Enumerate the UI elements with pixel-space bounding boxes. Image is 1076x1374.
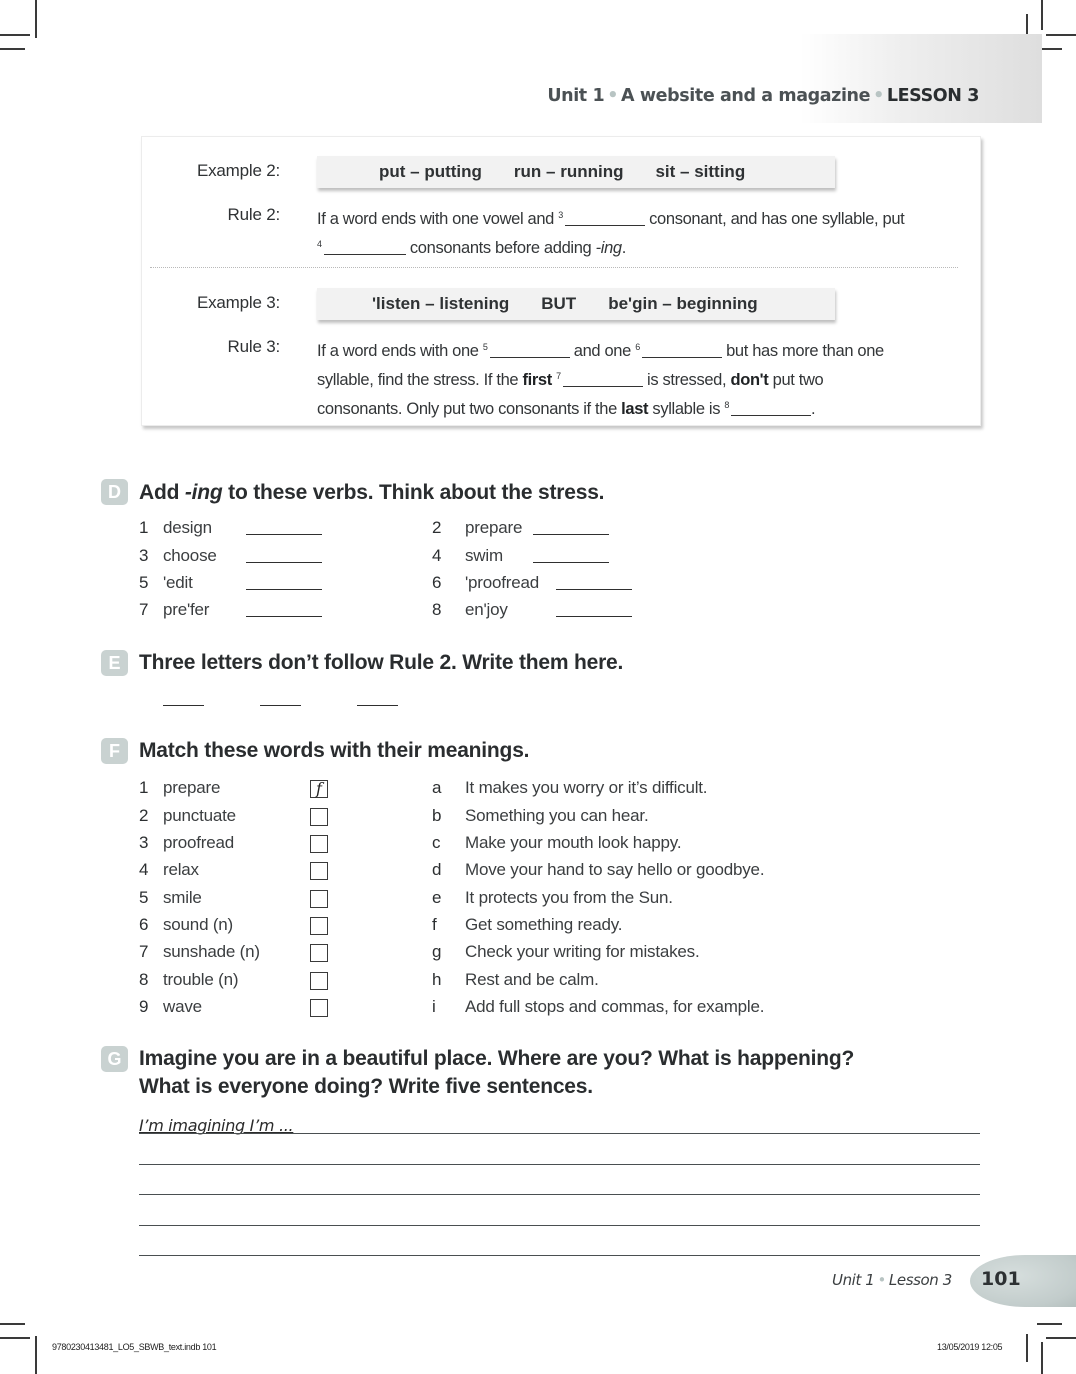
crop-mark — [0, 1323, 25, 1325]
meaning-letter: f — [432, 915, 437, 934]
item-number: 3 — [139, 546, 149, 565]
section-d-badge: D — [101, 479, 128, 505]
match-word: sound (n) — [163, 915, 234, 934]
word-number: 5 — [139, 888, 149, 907]
example2-pair: run – running — [513, 162, 624, 181]
blank-number: 8 — [724, 400, 729, 410]
blank-number: 5 — [482, 342, 488, 352]
blank-7[interactable] — [563, 370, 643, 387]
writing-line-3[interactable] — [139, 1194, 980, 1195]
blank-number: 3 — [558, 210, 563, 220]
rule3-text-part: syllable, find the stress. If the — [317, 371, 523, 389]
word-number: 7 — [139, 942, 149, 961]
rule3-text-part: syllable is — [648, 400, 725, 418]
answer-blank[interactable] — [556, 616, 632, 617]
example3-left: 'listen – listening — [372, 294, 510, 313]
meaning-letter: c — [432, 833, 441, 852]
meaning-letter: i — [432, 997, 436, 1016]
meaning-text: It protects you from the Sun. — [465, 888, 673, 907]
rule2-text — [317, 203, 967, 261]
word-number: 4 — [139, 860, 149, 879]
print-slug-timestamp: 13/05/2019 12:05 — [937, 1342, 1003, 1352]
emphasis-first: first — [522, 371, 552, 389]
answer-blank[interactable] — [246, 534, 322, 535]
footer-lesson: Lesson 3 — [888, 1271, 952, 1289]
section-e-title: Three letters don’t follow Rule 2. Write them here. — [139, 651, 624, 674]
footer-unit: Unit 1 — [832, 1271, 875, 1289]
section-g-title-line2: What is everyone doing? Write five sentences. — [139, 1075, 593, 1098]
word-number: 6 — [139, 915, 149, 934]
item-verb: 'proofread — [465, 573, 540, 592]
item-number: 8 — [432, 600, 442, 619]
title-part: to these verbs. Think about the stress. — [222, 481, 605, 504]
spelling-rules-box — [141, 136, 981, 426]
answer-box[interactable] — [310, 890, 328, 908]
match-word: prepare — [163, 778, 221, 797]
writing-line-1[interactable] — [139, 1133, 980, 1134]
example3-label: Example 3: — [196, 293, 280, 312]
crop-mark — [0, 48, 25, 50]
match-word: smile — [163, 888, 202, 907]
word-number: 8 — [139, 970, 149, 989]
meaning-letter: d — [432, 860, 442, 879]
header-band — [800, 34, 1042, 123]
match-word: sunshade (n) — [163, 942, 260, 961]
section-g-title-line1: Imagine you are in a beautiful place. Where are you? What is happening? — [139, 1047, 855, 1070]
letter-blank-3[interactable] — [357, 705, 398, 706]
item-number: 1 — [139, 518, 149, 537]
item-verb: choose — [163, 546, 217, 565]
rule2-text-part: consonant, and has one syllable, put — [644, 210, 905, 228]
answer-blank[interactable] — [556, 589, 632, 590]
crop-mark — [1046, 1337, 1076, 1339]
word-number: 9 — [139, 997, 149, 1016]
meaning-text: Move your hand to say hello or goodbye. — [465, 860, 765, 879]
meaning-letter: h — [432, 970, 442, 989]
rule3-text-part: put two — [768, 371, 824, 389]
meaning-text: Check your writing for mistakes. — [465, 942, 700, 961]
answer-box[interactable] — [310, 808, 328, 826]
header-topic: A website and a magazine — [621, 86, 871, 106]
rule2-text-part: If a word ends with one vowel and — [317, 210, 559, 228]
match-word: relax — [163, 860, 199, 879]
answer-blank[interactable] — [246, 616, 322, 617]
section-g-badge: G — [101, 1046, 128, 1072]
writing-line-2[interactable] — [139, 1164, 980, 1165]
emphasis-dont: don't — [730, 371, 769, 389]
section-d-title — [139, 479, 604, 507]
header-separator: • — [873, 86, 884, 106]
crop-mark — [1041, 1342, 1043, 1374]
running-header — [547, 86, 979, 106]
section-f-title: Match these words with their meanings. — [139, 739, 530, 762]
match-word: trouble (n) — [163, 970, 239, 989]
crop-mark — [1046, 34, 1076, 36]
crop-mark — [1026, 1334, 1028, 1362]
section-f-badge: F — [101, 738, 128, 764]
answer-box[interactable] — [310, 862, 328, 880]
rule3-text-part: but has more than one — [721, 342, 884, 360]
item-number: 7 — [139, 600, 149, 619]
rule3-text — [317, 335, 967, 422]
rule3-text-part: and one — [569, 342, 636, 360]
blank-number: 4 — [317, 239, 322, 249]
example3-strip — [317, 288, 835, 320]
example3-but: BUT — [541, 294, 577, 313]
meaning-letter: g — [432, 942, 442, 961]
rule3-text-part: . — [811, 400, 816, 418]
emphasis-last: last — [621, 400, 649, 418]
meaning-text: Get something ready. — [465, 915, 623, 934]
rule2-text-part: . — [621, 239, 626, 257]
answer-blank[interactable] — [533, 534, 609, 535]
match-word: punctuate — [163, 806, 236, 825]
header-unit: Unit 1 — [547, 86, 605, 106]
answer-box[interactable]: f — [310, 780, 328, 798]
crop-mark — [35, 0, 37, 38]
match-word: wave — [163, 997, 202, 1016]
letter-blank-2[interactable] — [260, 705, 301, 706]
answer-box[interactable] — [310, 999, 328, 1017]
page-number: 101 — [981, 1268, 1021, 1290]
rule3-label: Rule 3: — [227, 337, 280, 356]
answer-box[interactable] — [310, 972, 328, 990]
dotted-divider — [150, 267, 958, 268]
meaning-letter: a — [432, 778, 442, 797]
answer-box[interactable] — [310, 944, 328, 962]
item-verb: pre'fer — [163, 600, 210, 619]
item-number: 4 — [432, 546, 442, 565]
rule3-text-part: If a word ends with one — [317, 342, 483, 360]
blank-3[interactable] — [565, 209, 645, 226]
header-lesson: LESSON 3 — [886, 86, 979, 106]
meaning-text: Make your mouth look happy. — [465, 833, 682, 852]
meaning-letter: e — [432, 888, 442, 907]
item-verb: swim — [465, 546, 503, 565]
item-verb: design — [163, 518, 212, 537]
blank-4[interactable] — [324, 238, 406, 255]
writing-line-5[interactable] — [139, 1255, 980, 1256]
rule2-label: Rule 2: — [227, 205, 280, 224]
letter-blank-1[interactable] — [163, 705, 204, 706]
answer-blank[interactable] — [246, 562, 322, 563]
writing-line-4[interactable] — [139, 1225, 980, 1226]
answer-box[interactable] — [310, 835, 328, 853]
meaning-text: Add full stops and commas, for example. — [465, 997, 765, 1016]
crop-mark — [1037, 1323, 1062, 1325]
blank-8[interactable] — [731, 399, 811, 416]
item-verb: 'edit — [163, 573, 193, 592]
crop-mark — [0, 34, 30, 36]
crop-mark — [0, 1337, 30, 1339]
header-separator: • — [607, 86, 619, 106]
rule3-text-part: consonants. Only put two consonants if the — [317, 400, 622, 418]
blank-number: 6 — [635, 342, 640, 352]
title-italic: -ing — [184, 481, 223, 504]
example2-pair: sit – sitting — [655, 162, 746, 181]
match-word: proofread — [163, 833, 234, 852]
item-verb: prepare — [465, 518, 523, 537]
meaning-text: Rest and be calm. — [465, 970, 599, 989]
blank-5[interactable] — [490, 341, 570, 358]
print-slug-file: 9780230413481_LO5_SBWB_text.indb 101 — [52, 1342, 217, 1352]
word-number: 3 — [139, 833, 149, 852]
example2-label: Example 2: — [196, 161, 280, 180]
example2-strip — [317, 156, 835, 188]
rule3-text-part: is stressed, — [642, 371, 731, 389]
item-number: 5 — [139, 573, 149, 592]
example2-pair: put – putting — [379, 162, 482, 181]
meaning-text: Something you can hear. — [465, 806, 649, 825]
ing-suffix: -ing — [595, 239, 622, 257]
rule2-text-part: consonants before adding — [405, 239, 596, 257]
answer-blank[interactable] — [246, 589, 322, 590]
word-number: 2 — [139, 806, 149, 825]
word-number: 1 — [139, 778, 149, 797]
item-number: 2 — [432, 518, 442, 537]
example3-right: be'gin – beginning — [608, 294, 758, 313]
crop-mark — [35, 1336, 37, 1374]
sentence-starter: I’m imagining I’m ... — [139, 1116, 294, 1135]
blank-number: 7 — [556, 371, 561, 381]
title-part: Add — [139, 481, 185, 504]
footer-label — [832, 1271, 952, 1289]
meaning-letter: b — [432, 806, 442, 825]
crop-mark — [1041, 0, 1043, 30]
item-number: 6 — [432, 573, 442, 592]
answer-blank[interactable] — [533, 562, 609, 563]
item-verb: en'joy — [465, 600, 508, 619]
answer-box[interactable] — [310, 917, 328, 935]
footer-separator: • — [877, 1271, 886, 1289]
blank-6[interactable] — [642, 341, 722, 358]
section-e-badge: E — [101, 650, 128, 676]
meaning-text: It makes you worry or it’s difficult. — [465, 778, 708, 797]
